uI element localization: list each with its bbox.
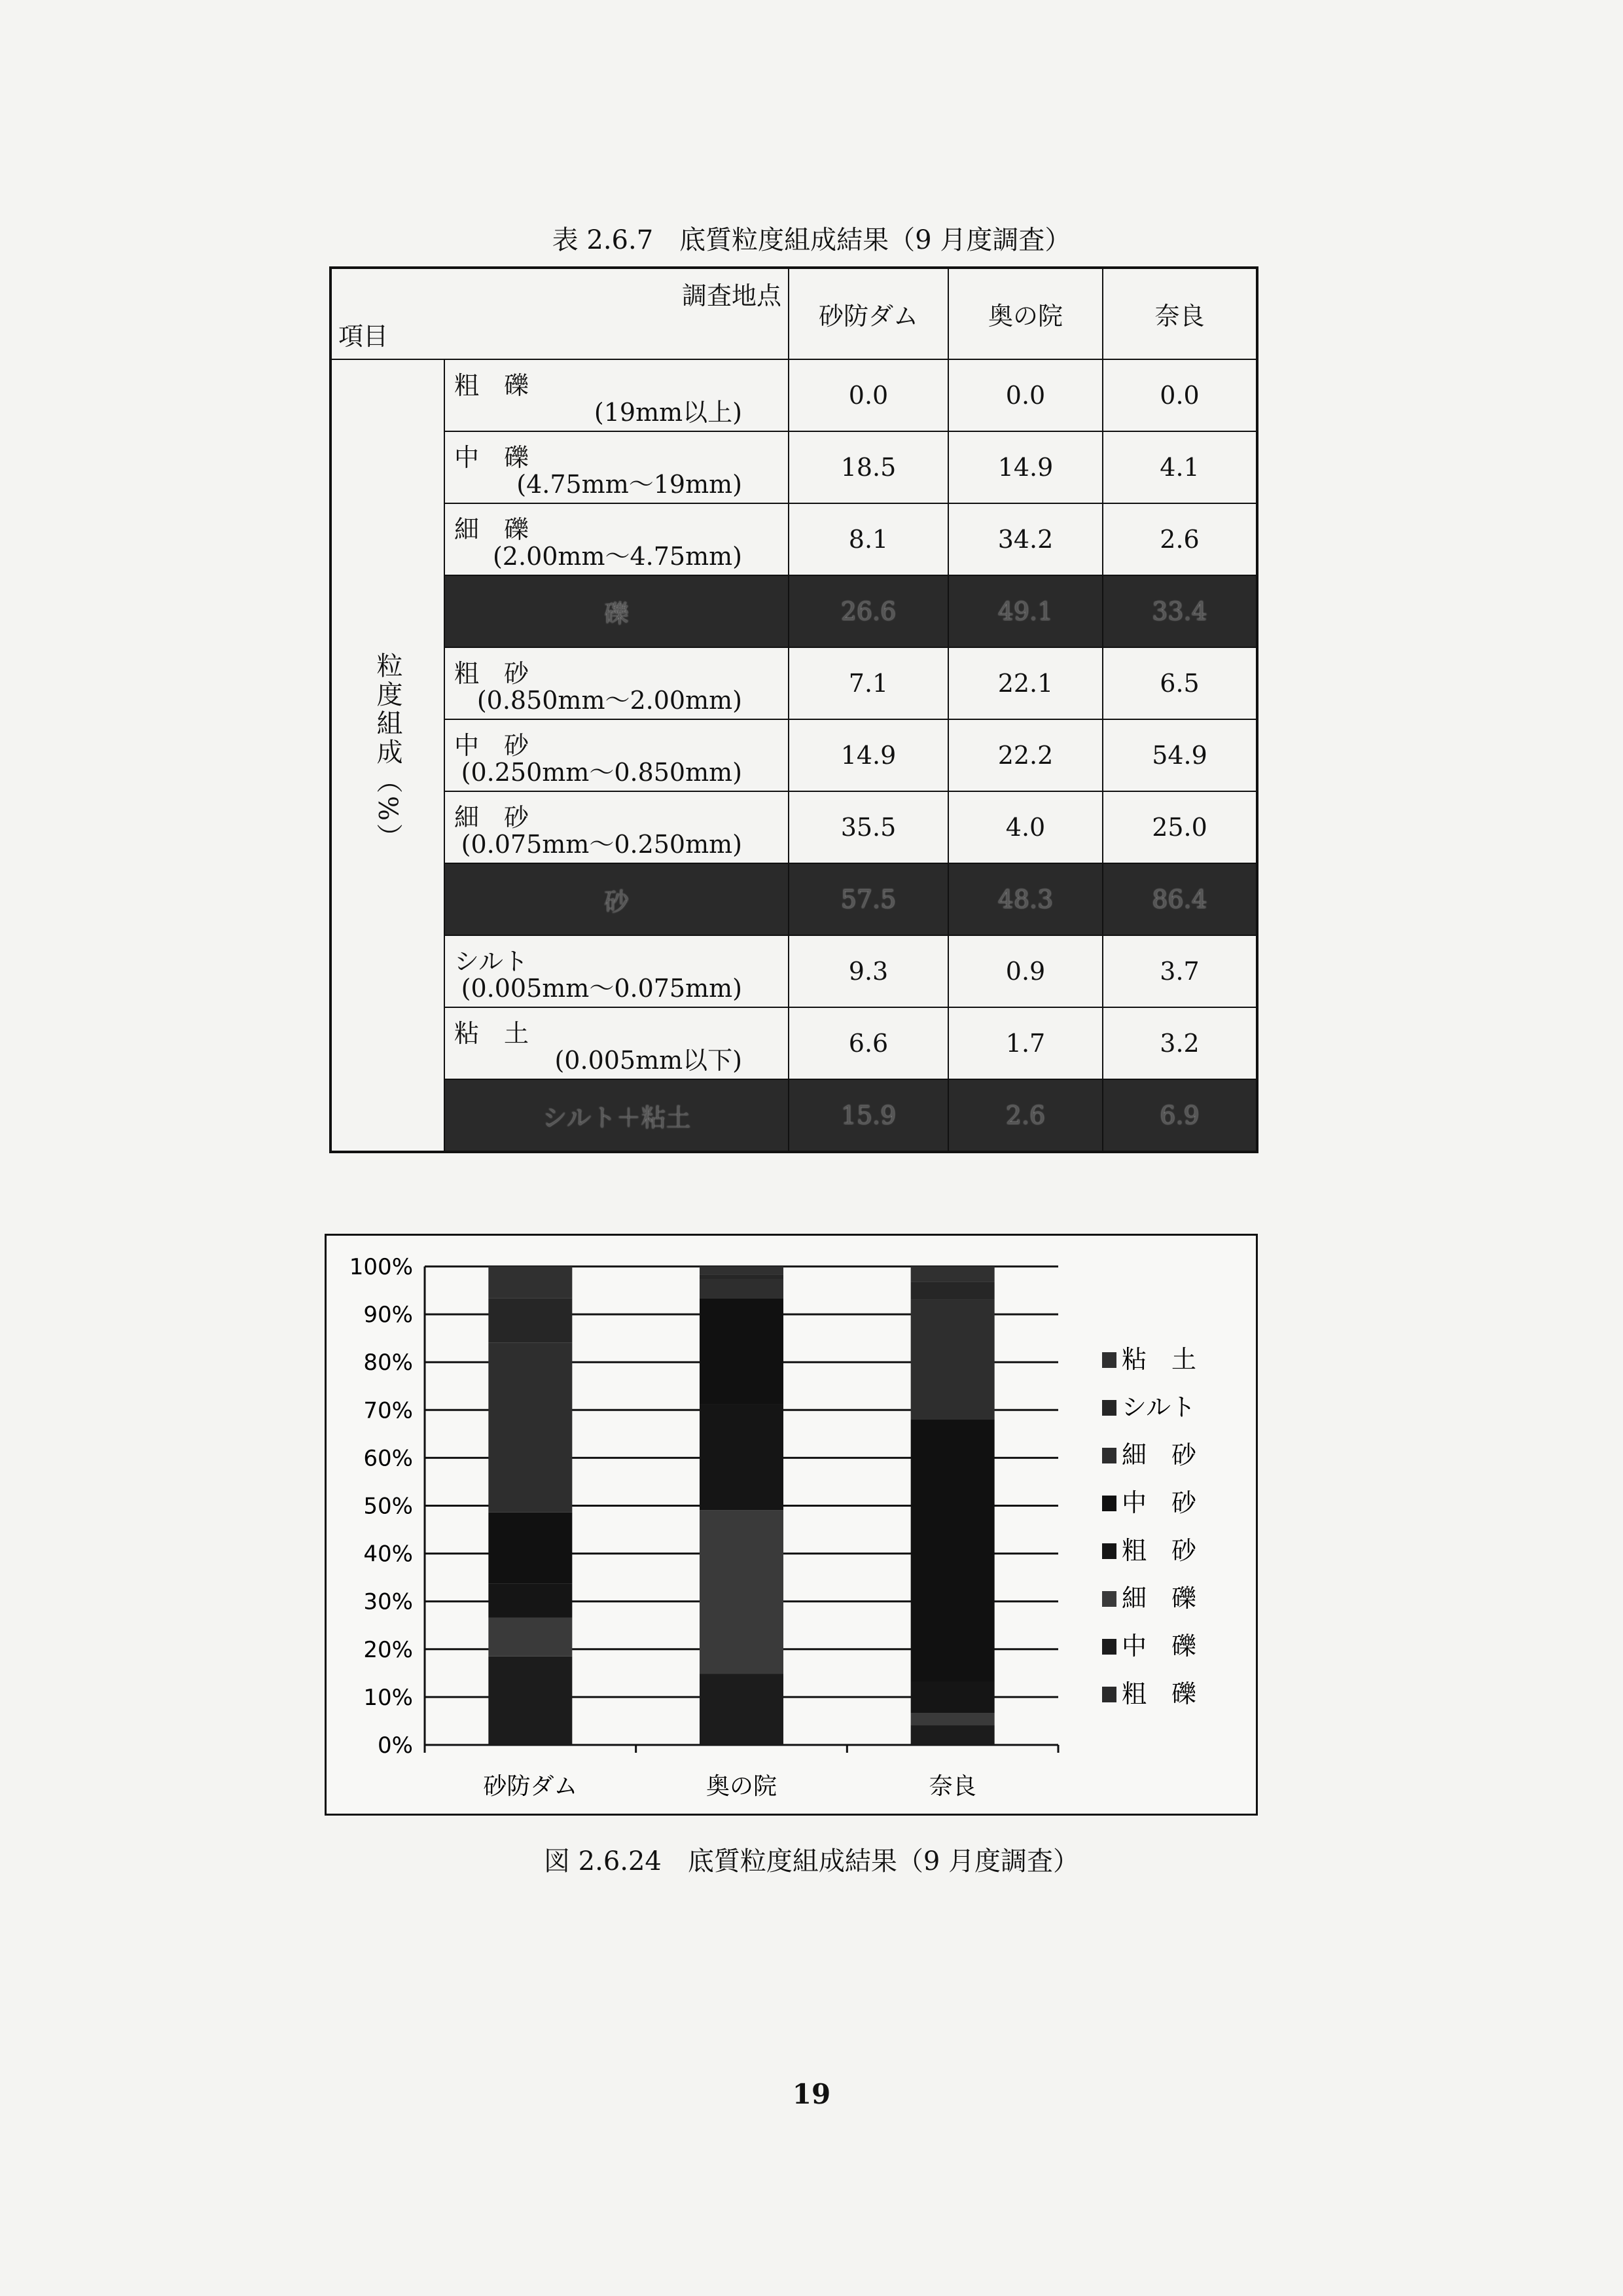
legend-swatch [1102, 1687, 1116, 1702]
y-tick-label: 30% [363, 1588, 413, 1615]
table-row [330, 503, 1257, 575]
item-range: (2.00mm～4.75mm) [492, 542, 742, 571]
table-row [330, 359, 1257, 431]
legend-label: 中 砂 [1122, 1488, 1197, 1517]
subtotal-row [330, 863, 1257, 935]
page-number: 19 [792, 2078, 831, 2110]
bar-segment [700, 1510, 783, 1674]
bar-segment [911, 1682, 995, 1713]
value-cell: 1.7 [948, 1007, 1103, 1079]
table-row [330, 431, 1257, 503]
item-name: 粗 砂 [454, 659, 529, 688]
item-range: (0.075mm～0.250mm) [461, 830, 742, 859]
value-cell: 8.1 [789, 503, 948, 575]
item-range: (0.250mm～0.850mm) [461, 758, 742, 787]
legend-swatch [1102, 1496, 1116, 1511]
bar-segment [488, 1266, 572, 1298]
y-tick-label: 100% [349, 1254, 413, 1280]
y-tick-label: 90% [363, 1302, 413, 1329]
bar-segment [700, 1279, 783, 1298]
item-name: 中 礫 [454, 443, 529, 472]
subtotal-row [330, 575, 1257, 647]
value-cell: 0.0 [1103, 359, 1257, 431]
value-cell: 86.4 [1103, 863, 1257, 935]
x-tick-label: 奥の院 [705, 1773, 777, 1800]
bar-segment [488, 1298, 572, 1342]
bar-segment [700, 1298, 783, 1404]
value-cell: 22.1 [948, 647, 1103, 719]
value-cell: 35.5 [789, 791, 948, 863]
value-cell: 18.5 [789, 431, 948, 503]
header-site-label: 調査地点 [681, 281, 781, 310]
stacked-bar-chart [325, 1234, 1258, 1816]
subtotal-label: シルト＋粘土 [444, 1079, 789, 1152]
header-corner-cell [330, 268, 789, 359]
legend-swatch [1102, 1352, 1116, 1368]
table-header-row [330, 268, 1257, 359]
bar-segment [911, 1282, 995, 1299]
bar-segment [700, 1674, 783, 1745]
item-range: (0.850mm～2.00mm) [476, 686, 742, 715]
item-range: (0.005mm～0.075mm) [461, 974, 742, 1003]
table-row [330, 647, 1257, 719]
value-cell: 57.5 [789, 863, 948, 935]
y-tick-label: 0% [378, 1732, 413, 1759]
value-cell: 7.1 [789, 647, 948, 719]
legend-label: 粗 砂 [1122, 1536, 1197, 1565]
value-cell: 54.9 [1103, 719, 1257, 791]
bar-segment [911, 1713, 995, 1725]
bar-segment [488, 1657, 572, 1745]
legend-swatch [1102, 1639, 1116, 1655]
value-cell: 15.9 [789, 1079, 948, 1152]
value-cell: 0.9 [948, 935, 1103, 1007]
value-cell: 22.2 [948, 719, 1103, 791]
item-name: シルト [454, 947, 529, 976]
y-tick-label: 40% [363, 1541, 413, 1568]
legend-swatch [1102, 1448, 1116, 1463]
value-cell: 14.9 [948, 431, 1103, 503]
grain-size-table [329, 266, 1258, 1153]
value-cell: 6.6 [789, 1007, 948, 1079]
item-cell [444, 1007, 789, 1079]
bar-segment [911, 1266, 995, 1282]
value-cell: 25.0 [1103, 791, 1257, 863]
item-range: (4.75mm～19mm) [516, 470, 742, 499]
item-cell [444, 431, 789, 503]
value-cell: 6.5 [1103, 647, 1257, 719]
x-tick-label: 砂防ダム [483, 1773, 578, 1800]
bar-segment [911, 1419, 995, 1681]
item-cell [444, 359, 789, 431]
legend-swatch [1102, 1400, 1116, 1416]
value-cell: 33.4 [1103, 575, 1257, 647]
bar-segment [488, 1513, 572, 1584]
figure-caption: 図 2.6.24 底質粒度組成結果（9 月度調査） [543, 1846, 1080, 1876]
item-cell [444, 719, 789, 791]
header-item-label: 項目 [338, 322, 389, 351]
bar-segment [700, 1266, 783, 1274]
item-cell [444, 503, 789, 575]
subtotal-row [330, 1079, 1257, 1152]
value-cell: 34.2 [948, 503, 1103, 575]
legend-label: 粘 土 [1122, 1345, 1197, 1374]
bar-segment [700, 1274, 783, 1279]
item-cell [444, 647, 789, 719]
item-name: 粘 土 [454, 1019, 529, 1048]
value-cell: 4.1 [1103, 431, 1257, 503]
value-cell: 14.9 [789, 719, 948, 791]
bar-segment [488, 1584, 572, 1618]
legend-label: シルト [1122, 1393, 1196, 1422]
header-site: 奈良 [1103, 268, 1257, 359]
value-cell: 0.0 [789, 359, 948, 431]
table-row [330, 935, 1257, 1007]
value-cell: 49.1 [948, 575, 1103, 647]
y-tick-label: 70% [363, 1397, 413, 1424]
legend-label: 細 礫 [1122, 1584, 1197, 1613]
value-cell: 9.3 [789, 935, 948, 1007]
legend-swatch [1102, 1543, 1116, 1559]
bar-segment [488, 1618, 572, 1657]
x-tick-label: 奈良 [929, 1773, 976, 1800]
y-tick-label: 20% [363, 1636, 413, 1663]
y-tick-label: 50% [363, 1493, 413, 1520]
item-cell [444, 791, 789, 863]
table-row [330, 791, 1257, 863]
item-name: 細 礫 [454, 515, 529, 544]
value-cell: 3.7 [1103, 935, 1257, 1007]
item-cell [444, 935, 789, 1007]
value-cell: 48.3 [948, 863, 1103, 935]
table-row [330, 1007, 1257, 1079]
legend-label: 中 礫 [1122, 1632, 1197, 1660]
y-tick-label: 10% [363, 1684, 413, 1711]
legend-label: 粗 礫 [1122, 1679, 1197, 1708]
group-label: 粒度組成（%） [372, 652, 402, 853]
table-row [330, 719, 1257, 791]
value-cell: 3.2 [1103, 1007, 1257, 1079]
chart-svg [327, 1236, 1256, 1814]
value-cell: 2.6 [948, 1079, 1103, 1152]
value-cell: 6.9 [1103, 1079, 1257, 1152]
bar-segment [911, 1725, 995, 1745]
header-site: 奥の院 [948, 268, 1103, 359]
value-cell: 26.6 [789, 575, 948, 647]
value-cell: 0.0 [948, 359, 1103, 431]
value-cell: 2.6 [1103, 503, 1257, 575]
bar-segment [911, 1299, 995, 1419]
subtotal-label: 礫 [444, 575, 789, 647]
item-range: (19mm以上) [594, 398, 742, 427]
item-name: 細 砂 [454, 803, 529, 832]
legend-swatch [1102, 1591, 1116, 1607]
item-name: 粗 礫 [454, 371, 529, 400]
group-label-cell [330, 359, 444, 1152]
item-range: (0.005mm以下) [554, 1046, 742, 1075]
table-title: 表 2.6.7 底質粒度組成結果（9 月度調査） [552, 225, 1071, 255]
bar-segment [488, 1342, 572, 1513]
header-site: 砂防ダム [789, 268, 948, 359]
y-tick-label: 60% [363, 1445, 413, 1472]
legend-label: 細 砂 [1122, 1441, 1197, 1469]
item-name: 中 砂 [454, 731, 529, 760]
y-tick-label: 80% [363, 1350, 413, 1376]
bar-segment [700, 1405, 783, 1511]
subtotal-label: 砂 [444, 863, 789, 935]
value-cell: 4.0 [948, 791, 1103, 863]
